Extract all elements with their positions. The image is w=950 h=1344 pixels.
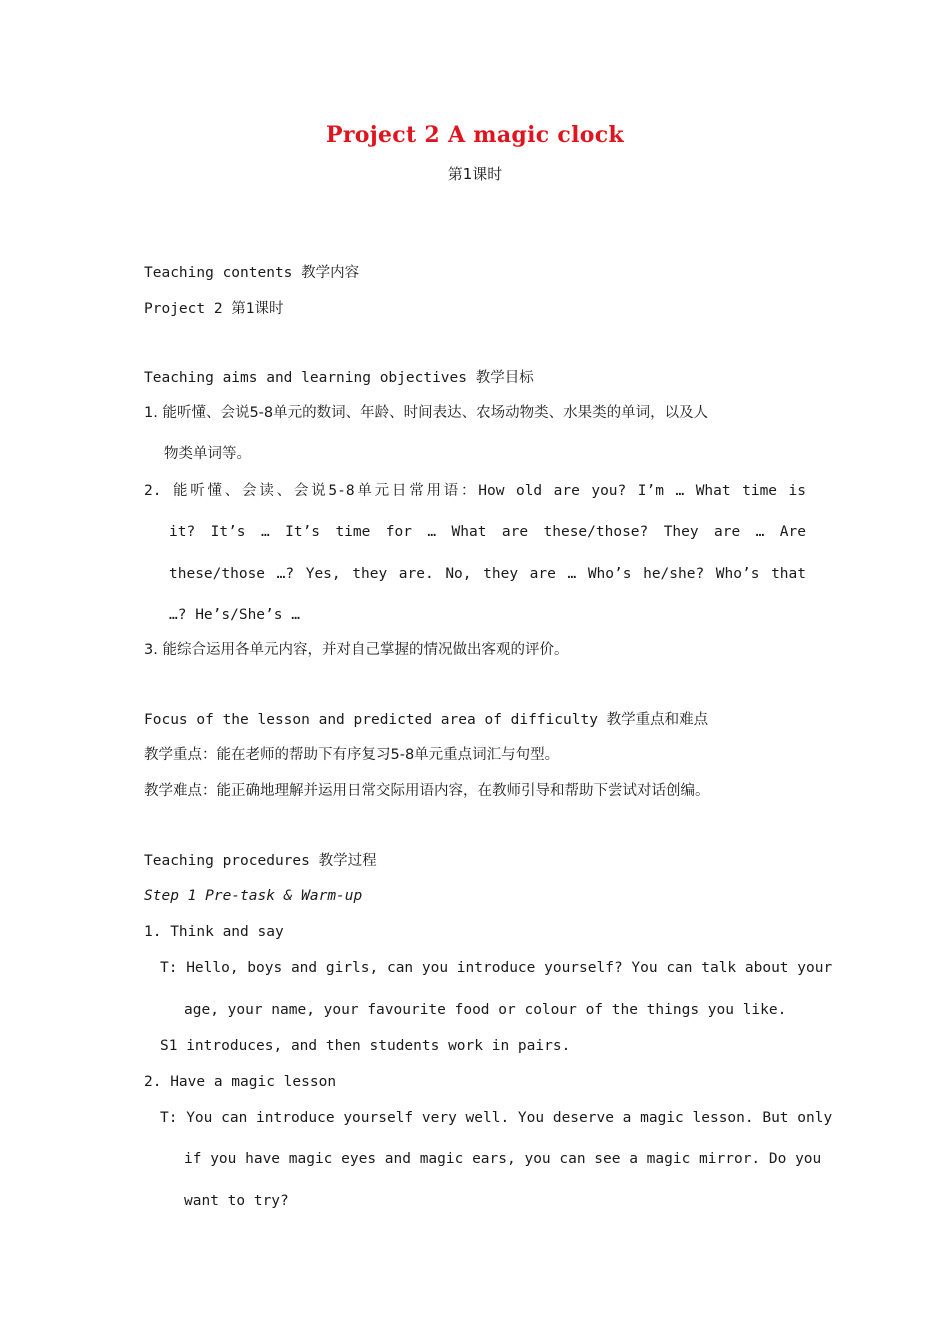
- aims-item-2-line-1: 2. 能听懂、会读、会说5-8单元日常用语：How old are you? I’m … What time is: [144, 483, 806, 499]
- aims-item-2-line-3: these/those …? Yes, they are. No, they are … Who’s he/she? Who’s that: [169, 566, 806, 582]
- focus-difficult-point: 教学难点：能正确地理解并运用日常交际用语内容，在教师引导和帮助下尝试对话创编。: [144, 783, 710, 799]
- activity-1-teacher-line-1: T: Hello, boys and girls, can you introduce yourself? You can talk about your: [160, 960, 833, 976]
- aims-item-2-line-4: …? He’s/She’s …: [169, 607, 300, 623]
- contents-line: Project 2 第1课时: [144, 301, 284, 317]
- activity-1-title: 1. Think and say: [144, 924, 284, 940]
- activity-2-teacher-line-3: want to try?: [184, 1193, 289, 1209]
- step-1-heading: Step 1 Pre-task & Warm-up: [144, 888, 363, 904]
- activity-2-teacher-line-1: T: You can introduce yourself very well. You deserve a magic lesson. But only: [160, 1110, 833, 1126]
- activity-1-student-line: S1 introduces, and then students work in pairs.: [160, 1038, 571, 1054]
- lesson-number: 第1课时: [447, 165, 503, 183]
- activity-1-teacher-line-2: age, your name, your favourite food or colour of the things you like.: [184, 1002, 787, 1018]
- procedures-heading: Teaching procedures 教学过程: [144, 853, 377, 869]
- aims-item-2-line-2: it? It’s … It’s time for … What are these/those? They are … Are: [169, 524, 806, 540]
- aims-item-1-line-1: 1. 能听懂、会说5-8单元的数词、年龄、时间表达、农场动物类、水果类的单词，以及人: [144, 405, 709, 421]
- document-title: Project 2 A magic clock: [326, 122, 624, 148]
- focus-heading: Focus of the lesson and predicted area of difficulty 教学重点和难点: [144, 712, 709, 728]
- activity-2-title: 2. Have a magic lesson: [144, 1074, 337, 1090]
- activity-2-teacher-line-2: if you have magic eyes and magic ears, you can see a magic mirror. Do you: [184, 1151, 822, 1167]
- aims-item-1-line-2: 物类单词等。: [164, 446, 251, 462]
- aims-heading: Teaching aims and learning objectives 教学目标: [144, 370, 534, 386]
- focus-key-point: 教学重点：能在老师的帮助下有序复习5-8单元重点词汇与句型。: [144, 747, 560, 763]
- contents-heading: Teaching contents 教学内容: [144, 265, 360, 281]
- aims-item-3: 3. 能综合运用各单元内容，并对自己掌握的情况做出客观的评价。: [144, 642, 569, 658]
